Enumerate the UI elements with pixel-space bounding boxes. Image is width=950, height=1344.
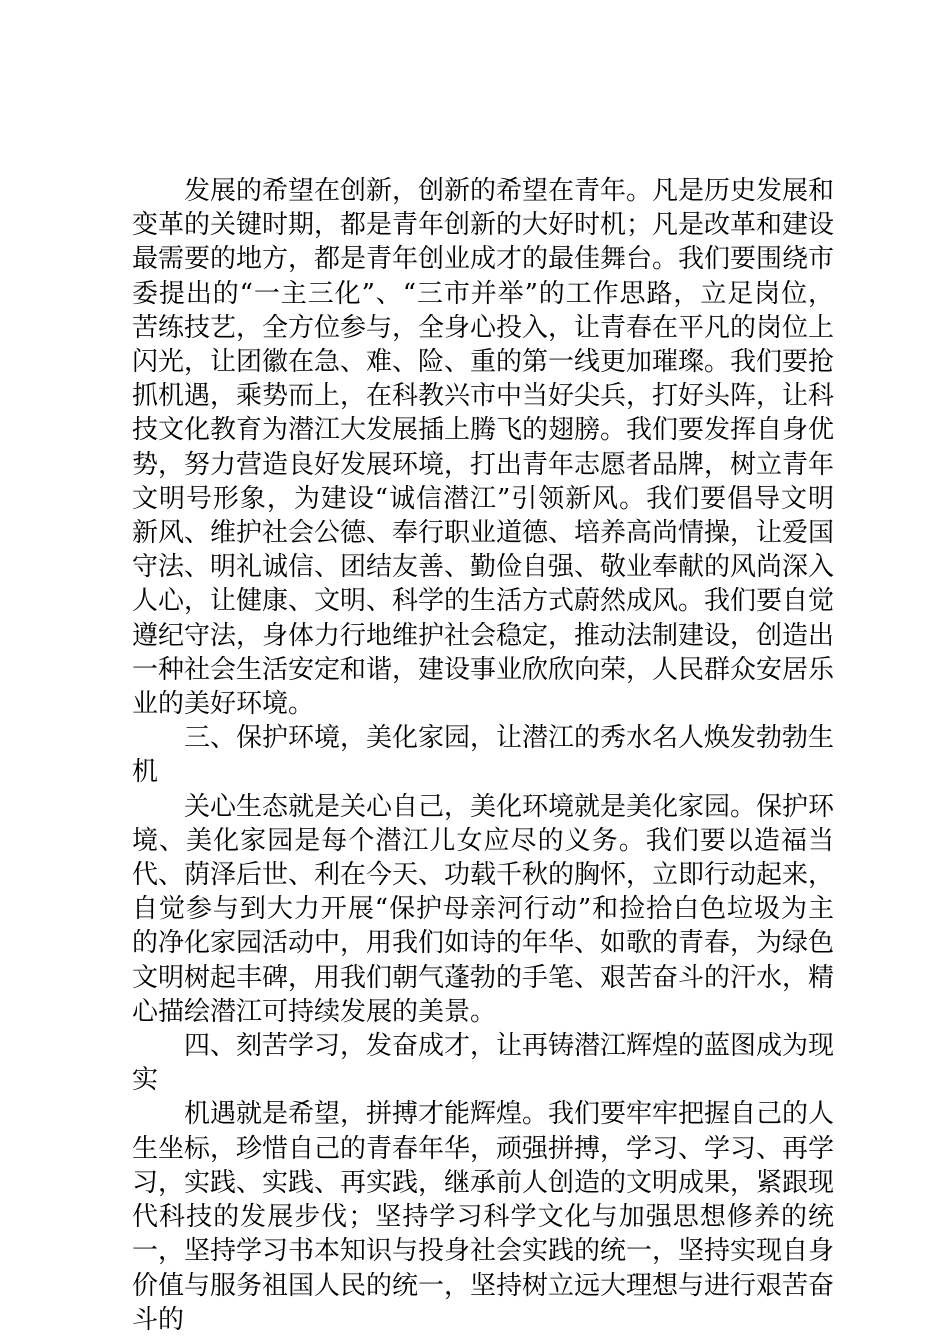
section-heading: 四、刻苦学习，发奋成才，让再铸潜江辉煌的蓝图成为现实 — [132, 1031, 835, 1096]
body-paragraph: 发展的希望在创新，创新的希望在青年。凡是历史发展和变革的关键时期，都是青年创新的大好时机；凡是改革和建设最需要的地方，都是青年创业成才的最佳舞台。我们要围绕市委提出的“一主三化”、“三市并举”的工作思路，立足岗位，苦练技艺，全方位参与，全身心投入，让青春在平凡的岗位上闪光，让团徽在急、难、险、重的第一线更加璀璨。我们要抢抓机遇，乘势而上，在科教兴市中当好尖兵，打好头阵，让科技文化教育为潜江大发展插上腾飞的翅膀。我们要发挥自身优势，努力营造良好发展环境，打出青年志愿者品牌，树立青年文明号形象，为建设“诚信潜江”引领新风。我们要倡导文明新风、维护社会公德、奉行职业道德、培养高尚情操，让爱国守法、明礼诚信、团结友善、勤俭自强、敬业奉献的风尚深入人心，让健康、文明、科学的生活方式蔚然成风。我们要自觉遵纪守法，身体力行地维护社会稳定，推动法制建设，创造出一种社会生活安定和谐，建设事业欣欣向荣，人民群众安居乐业的美好环境。 — [132, 176, 835, 720]
section-heading: 三、保护环境，美化家园，让潜江的秀水名人焕发勃勃生机 — [132, 723, 835, 788]
body-paragraph: 机遇就是希望，拼搏才能辉煌。我们要牢牢把握自己的人生坐标，珍惜自己的青春年华，顽强拼搏，学习、学习、再学习，实践、实践、再实践，继承前人创造的文明成果，紧跟现代科技的发展步伐；坚持学习科学文化与加强思想修养的统一，坚持学习书本知识与投身社会实践的统一，坚持实现自身价值与服务祖国人民的统一，坚持树立远大理想与进行艰苦奋斗的 — [132, 1099, 835, 1335]
body-paragraph: 关心生态就是关心自己，美化环境就是美化家园。保护环境、美化家园是每个潜江儿女应尽的义务。我们要以造福当代、荫泽后世、利在今天、功载千秋的胸怀，立即行动起来，自觉参与到大力开展“保护母亲河行动”和捡拾白色垃圾为主的净化家园活动中，用我们如诗的年华、如歌的青春，为绿色文明树起丰碑，用我们朝气蓬勃的手笔、艰苦奋斗的汗水，精心描绘潜江可持续发展的美景。 — [132, 791, 835, 1027]
document-body — [132, 174, 834, 1337]
